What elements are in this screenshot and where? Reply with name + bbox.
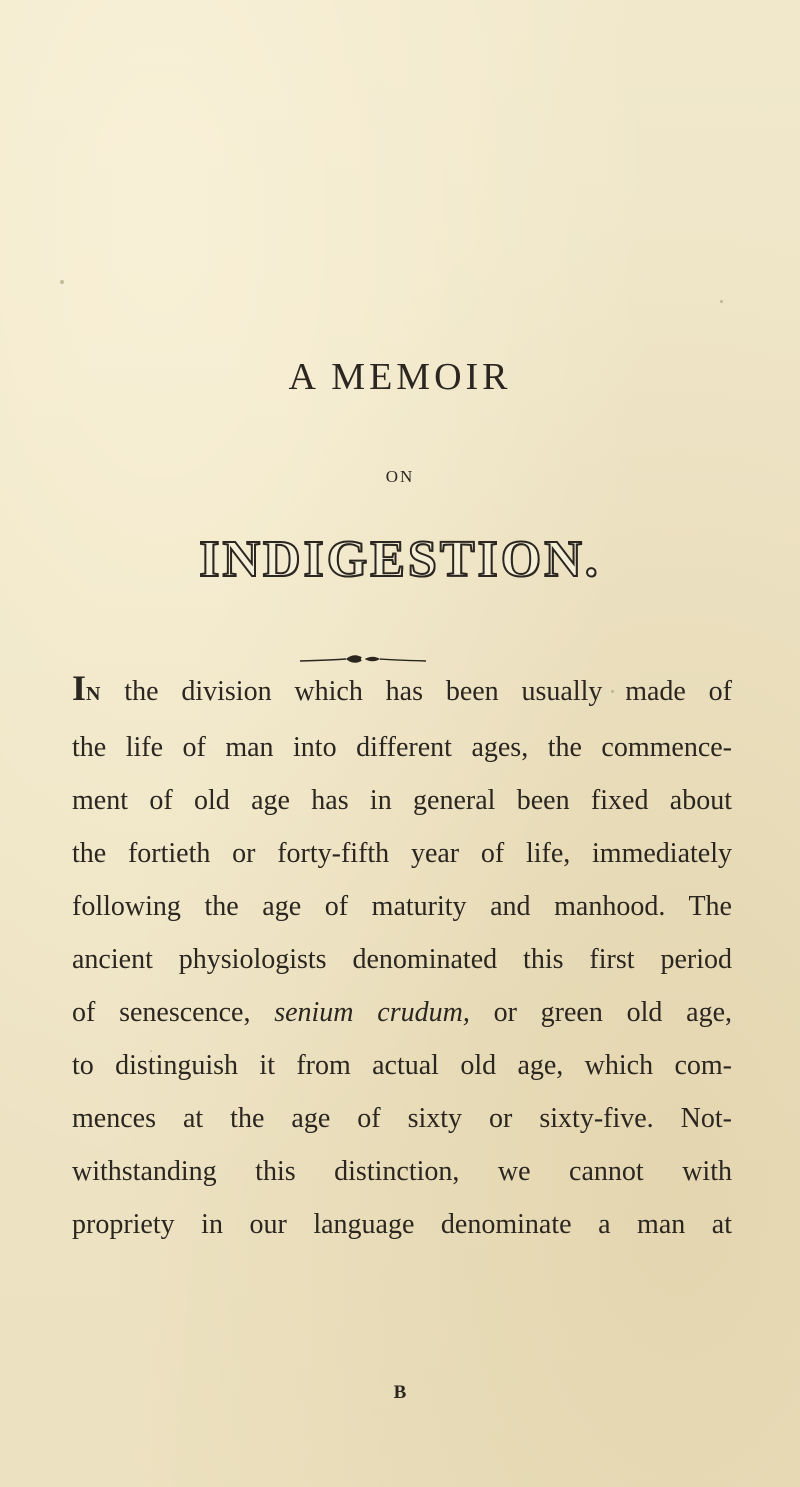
paper-speck — [60, 280, 64, 284]
text-line: following the age of maturity and manhood. The — [72, 891, 732, 922]
text-line: withstanding this distinction, we cannot with — [72, 1156, 732, 1187]
page-subject: INDIGESTION. — [199, 531, 601, 588]
body-paragraph — [72, 662, 732, 1251]
text-line: ment of old age has in general been fixed about — [72, 785, 732, 816]
text-line: mences at the age of sixty or sixty-five. Not- — [72, 1103, 732, 1134]
small-caps: N — [86, 683, 102, 705]
signature-mark: B — [393, 1382, 407, 1403]
paper-speck — [720, 300, 723, 303]
drop-cap: I — [72, 668, 87, 708]
text-segment: of senescence, — [72, 997, 275, 1028]
latin-term: senium crudum, — [274, 997, 470, 1028]
page-title: A MEMOIR — [288, 356, 512, 398]
text-line-content: the division which has been usually made of — [101, 676, 732, 707]
text-line: to distinguish it from actual old age, which com- — [72, 1050, 732, 1081]
text-line — [72, 986, 732, 1039]
title-connector: ON — [385, 467, 415, 486]
text-line — [72, 662, 732, 721]
text-line: the life of man into different ages, the commence- — [72, 732, 732, 763]
text-line: the fortieth or forty-fifth year of life, immediately — [72, 838, 732, 869]
text-segment: or green old age, — [469, 997, 733, 1028]
text-line: ancient physiologists denominated this first period — [72, 944, 732, 975]
text-line: propriety in our language denominate a man at — [72, 1209, 732, 1240]
